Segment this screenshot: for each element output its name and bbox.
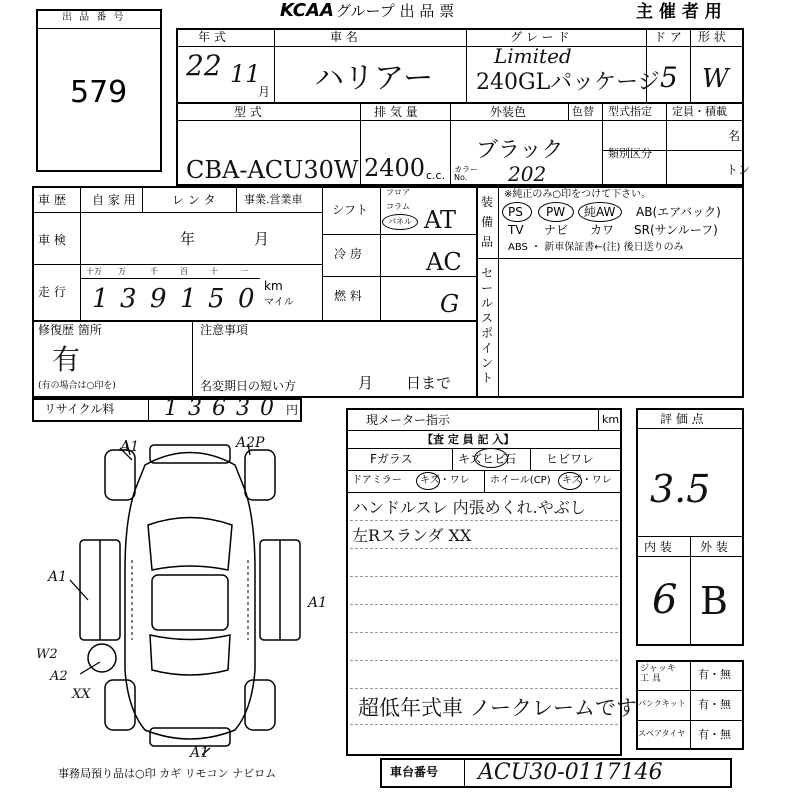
jack-options: 有・無 bbox=[698, 668, 731, 681]
capacity-unit-tons: トン bbox=[726, 163, 751, 177]
overall-score: 3.5 bbox=[650, 467, 711, 511]
mirror-label: ドアミラー bbox=[352, 475, 402, 486]
mileage-digit: 0 bbox=[238, 284, 255, 314]
mile-unit: マイル bbox=[264, 297, 294, 308]
recycle-digit: 3 bbox=[236, 396, 250, 421]
notes-label: 注意事項 bbox=[200, 323, 249, 337]
comment-line2: 左Rスランダ XX bbox=[352, 526, 472, 545]
year-label: 年 式 bbox=[198, 30, 226, 44]
spare-options: 有・無 bbox=[698, 728, 731, 741]
model-label: 型 式 bbox=[234, 105, 262, 119]
short-term-month-unit: 月 bbox=[358, 374, 374, 392]
wheel-label: ホイール(CP) bbox=[490, 475, 551, 486]
fuel-label: 燃 料 bbox=[334, 289, 362, 303]
inspector-section-title: 【査 定 員 記 入】 bbox=[422, 433, 515, 446]
form-title: グループ 出 品 票 bbox=[336, 2, 455, 20]
glass-stone: 石 bbox=[504, 452, 517, 466]
recycle-digit: 6 bbox=[212, 396, 226, 421]
ext-color-label: 外装色 bbox=[490, 105, 527, 119]
meter-unit: km bbox=[602, 413, 620, 426]
mileage-place-label: 万 bbox=[118, 267, 126, 276]
displacement-label: 排 気 量 bbox=[374, 105, 418, 119]
equip-row3: ABS ・ 新車保証書←(注) 後日送りのみ bbox=[508, 242, 684, 253]
mileage-digit: 9 bbox=[150, 284, 167, 314]
capacity-label: 定員・積載 bbox=[672, 105, 727, 118]
puncture-label: パンクキット bbox=[638, 699, 686, 708]
mileage-place-label: 十 bbox=[210, 267, 218, 276]
recycle-unit: 円 bbox=[286, 403, 299, 417]
history-private: 自 家 用 bbox=[92, 193, 136, 207]
shift-circle-mark bbox=[382, 214, 418, 230]
color-no-label: カラー No. bbox=[454, 165, 478, 182]
equip-row2-tv: TV bbox=[508, 223, 524, 237]
repair-label: 修復歴 箇所 bbox=[38, 323, 102, 337]
shift-panel: パネル bbox=[388, 217, 412, 226]
color-no-value: 202 bbox=[508, 162, 547, 186]
equip-aw: 純AW bbox=[584, 205, 616, 219]
cc-unit: c.c. bbox=[426, 169, 446, 182]
mirror-options: キズ・ワレ bbox=[420, 475, 470, 486]
mark-front-left: A1 bbox=[120, 439, 140, 455]
glass-scratch: キズ bbox=[458, 452, 482, 466]
glass-crack: ヒビ bbox=[482, 452, 507, 466]
mark-rocker: XX bbox=[72, 687, 91, 702]
equipment-label: 装備品 bbox=[481, 195, 494, 249]
comment-line1: ハンドルスレ 内張めくれ.やぶし bbox=[352, 498, 586, 517]
inspection-month-unit: 月 bbox=[254, 230, 270, 248]
inspection-label: 車 検 bbox=[38, 233, 66, 247]
ac-value: AC bbox=[426, 248, 462, 276]
mark-rear: A1 bbox=[190, 745, 210, 761]
equip-row2-navi: ナビ bbox=[544, 223, 569, 237]
shift-value: AT bbox=[424, 206, 457, 234]
capacity-unit-persons: 名 bbox=[728, 129, 741, 143]
color-swap-label: 色替 bbox=[572, 105, 594, 118]
mark-rear-left: A2 bbox=[50, 669, 68, 684]
name-label: 車 名 bbox=[330, 30, 358, 44]
interior-label: 内 装 bbox=[644, 540, 672, 554]
mileage-place-label: 一 bbox=[240, 267, 248, 276]
recycle-digit: 0 bbox=[260, 396, 274, 421]
score-label: 評 価 点 bbox=[660, 412, 704, 426]
fuel-value: G bbox=[440, 290, 460, 318]
chassis-value: ACU30-0117146 bbox=[478, 760, 663, 785]
wheel-options: キズ・ワレ bbox=[562, 475, 612, 486]
km-unit: km bbox=[264, 279, 283, 293]
short-term-label: 名変期日の短い方 bbox=[200, 379, 297, 393]
exterior-label: 外 装 bbox=[700, 540, 728, 554]
mark-right-side: A1 bbox=[308, 595, 328, 611]
shift-column: コラム bbox=[386, 202, 410, 211]
inspection-year-unit: 年 bbox=[180, 230, 196, 248]
repair-note: (有の場合は○印を) bbox=[38, 381, 116, 391]
equip-row2-sr: SR(サンルーフ) bbox=[634, 223, 718, 237]
mileage-digit: 5 bbox=[208, 284, 225, 314]
short-term-day-unit: 日まで bbox=[406, 374, 452, 392]
history-commercial: 事業.営業車 bbox=[244, 193, 303, 206]
history-label: 車 歴 bbox=[38, 193, 66, 207]
recycle-label: リサイクル料 bbox=[44, 402, 115, 416]
jack-label: ジャッキ 工 具 bbox=[640, 664, 676, 684]
equip-pw-circle bbox=[538, 202, 574, 222]
ext-color-value: ブラック bbox=[476, 138, 564, 163]
mileage-digit: 3 bbox=[120, 284, 137, 314]
equip-aw-circle bbox=[578, 202, 622, 222]
doors-label: ド ア bbox=[654, 30, 682, 44]
displacement-value: 2400 bbox=[364, 154, 426, 182]
equip-row2-leather: カワ bbox=[590, 223, 615, 237]
sales-point-label: セールスポイント bbox=[481, 266, 494, 385]
mileage-place-label: 百 bbox=[180, 267, 188, 276]
category-label: 類別区分 bbox=[608, 147, 652, 160]
grade-line2: 240GLパッケージ bbox=[476, 70, 660, 95]
comment-line3: 超低年式車 ノークレームです bbox=[358, 696, 638, 720]
mark-wheel: W2 bbox=[36, 647, 58, 662]
mileage-digit: 1 bbox=[92, 284, 109, 314]
equip-ps: PS bbox=[508, 205, 523, 219]
mark-left-side: A1 bbox=[48, 569, 68, 585]
mileage-place-label: 千 bbox=[150, 267, 158, 276]
car-name: ハリアー bbox=[314, 61, 434, 96]
glass-label: Fガラス bbox=[370, 452, 413, 466]
glass-crack-circle bbox=[474, 448, 508, 468]
car-damage-diagram bbox=[60, 430, 320, 760]
equip-ps-circle bbox=[502, 202, 532, 222]
type-spec-label: 型式指定 bbox=[608, 105, 652, 118]
mileage-label: 走 行 bbox=[38, 285, 66, 299]
repair-value: 有 bbox=[52, 343, 81, 376]
shift-floor: フロア bbox=[386, 188, 410, 197]
doors-value: 5 bbox=[660, 61, 678, 94]
mirror-circle bbox=[416, 472, 440, 490]
grade-label: グ レ ー ド bbox=[510, 30, 570, 44]
shape-value: W bbox=[702, 64, 729, 94]
year-value: 22 bbox=[186, 49, 222, 82]
recycle-digit: 3 bbox=[188, 396, 202, 421]
model-value: CBA-ACU30W bbox=[186, 156, 359, 184]
ac-label: 冷 房 bbox=[334, 247, 362, 261]
wheel-circle bbox=[558, 472, 582, 490]
lot-number-label: 出 品 番 号 bbox=[62, 12, 126, 23]
meter-label: 現メーター指示 bbox=[366, 413, 451, 427]
kcaa-logo: KCAA bbox=[280, 0, 334, 21]
exterior-score: B bbox=[700, 579, 728, 623]
equip-ab: AB(エアバック) bbox=[636, 205, 721, 219]
mileage-digit: 1 bbox=[180, 284, 197, 314]
mileage-place-label: 十万 bbox=[86, 267, 102, 276]
chassis-label: 車台番号 bbox=[390, 765, 439, 779]
shape-label: 形 状 bbox=[698, 30, 726, 44]
month-value: 11 bbox=[230, 60, 261, 88]
interior-score: 6 bbox=[652, 577, 678, 623]
history-rental: レ ン タ bbox=[172, 193, 216, 207]
organizer-copy-label: 主 催 者 用 bbox=[636, 2, 722, 22]
office-note: 事務局預り品は○印 カギ リモコン ナビロム bbox=[58, 767, 277, 780]
equipment-note: ※純正のみ○印をつけて下さい。 bbox=[504, 189, 652, 200]
equip-pw: PW bbox=[546, 205, 566, 219]
lot-number: 579 bbox=[70, 75, 128, 110]
glass-split: ヒビワレ bbox=[546, 452, 595, 466]
grade-line1: Limited bbox=[494, 44, 572, 68]
spare-label: スペアタイヤ bbox=[638, 729, 686, 738]
month-unit: 月 bbox=[258, 85, 271, 99]
puncture-options: 有・無 bbox=[698, 698, 731, 711]
recycle-digit: 1 bbox=[164, 396, 178, 421]
mark-front-right: A2P bbox=[236, 435, 265, 451]
shift-label: シフト bbox=[332, 203, 369, 217]
